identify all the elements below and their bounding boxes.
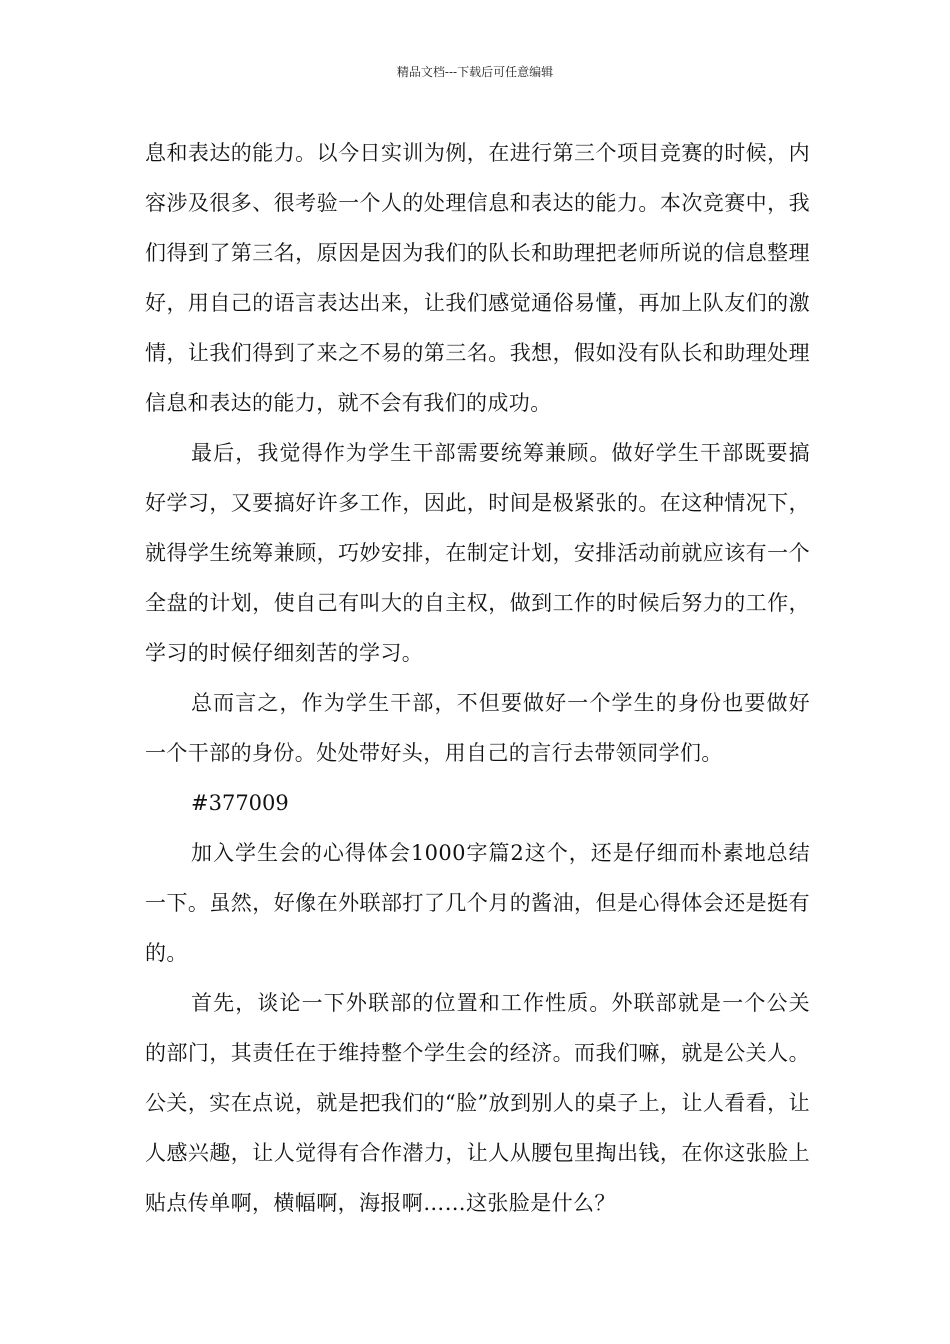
paragraph-finally: 最后，我觉得作为学生干部需要统筹兼顾。做好学生干部既要搞好学习，又要搞好许多工作，因此，时间是极紧张的。在这种情况下，就得学生统筹兼顾，巧妙安排，在制定计划，安排活动前就应该有一个全盘的计划，使自己有叫大的自主权，做到工作的时候后努力的工作，学习的时候仔细刻苦的学习。 xyxy=(145,441,810,665)
paragraph-continuation: 息和表达的能力。以今日实训为例，在进行第三个项目竞赛的时候，内容涉及很多、很考验一个人的处理信息和表达的能力。本次竞赛中，我们得到了第三名，原因是因为我们的队长和助理把老师所说的信息整理好，用自己的语言表达出来，让我们感觉通俗易懂，再加上队友们的激情，让我们得到了来之不易的第三名。我想，假如没有队长和助理处理信息和表达的能力，就不会有我们的成功。 xyxy=(145,141,810,415)
document-body xyxy=(145,128,810,1228)
page-header: 精品文档---下载后可任意编辑 xyxy=(396,65,554,79)
document-id-tag: #377009 xyxy=(191,791,289,815)
paragraph-summary: 总而言之，作为学生干部，不但要做好一个学生的身份也要做好一个干部的身份。处处带好头，用自己的言行去带领同学们。 xyxy=(145,691,810,765)
paragraph-first-point: 首先，谈论一下外联部的位置和工作性质。外联部就是一个公关的部门，其责任在于维持整个学生会的经济。而我们嘛，就是公关人。公关，实在点说，就是把我们的“脸”放到别人的桌子上，让人看看，让人感兴趣，让人觉得有合作潜力，让人从腰包里掏出钱，在你这张脸上贴点传单啊，横幅啊，海报啊……这张脸是什么？ xyxy=(145,991,810,1215)
paragraph-essay-2-intro: 加入学生会的心得体会1000字篇2这个，还是仔细而朴素地总结一下。虽然，好像在外联部打了几个月的酱油，但是心得体会还是挺有的。 xyxy=(145,841,810,965)
